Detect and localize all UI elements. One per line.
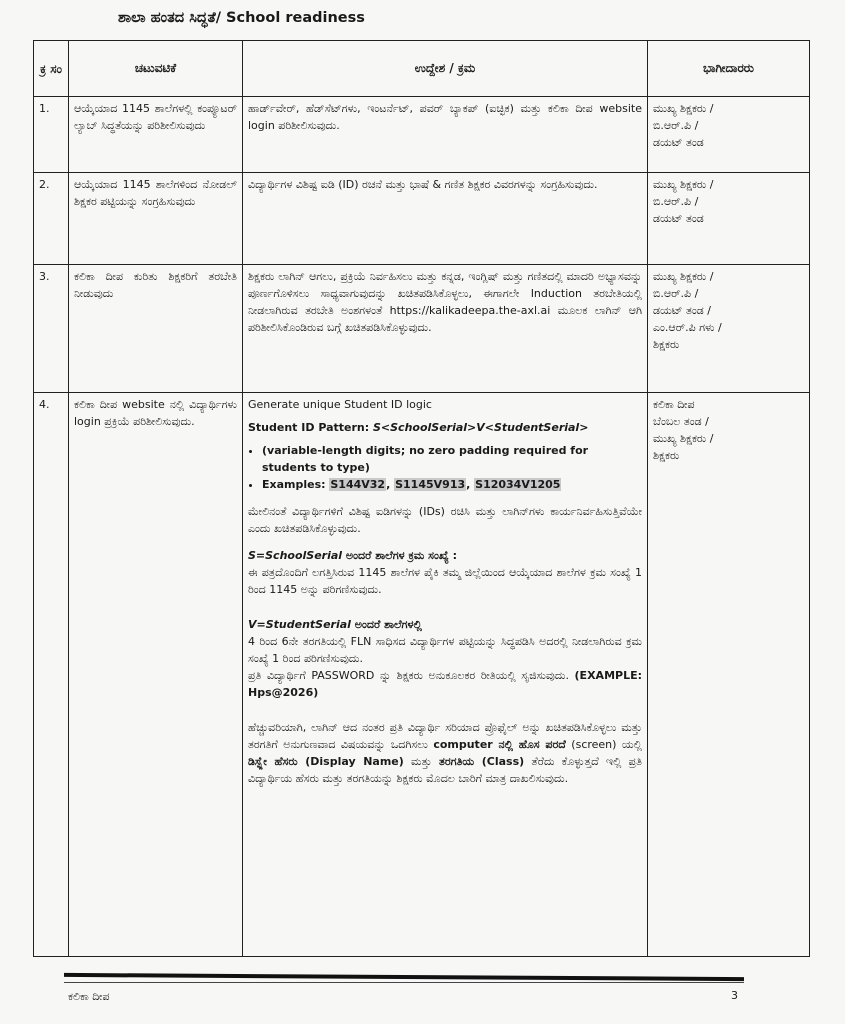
display-name-text <box>248 719 642 787</box>
table-row <box>34 173 810 265</box>
footer-divider-thin <box>64 982 744 983</box>
id-pattern-label: Student ID Pattern: <box>248 421 373 434</box>
row-number: 1. <box>34 97 69 173</box>
id-pattern <box>248 419 642 436</box>
stakeholder-line: ಮುಖ್ಯ ಶಿಕ್ಷಕರು / <box>653 178 714 191</box>
objective-cell: ಹಾರ್ಡ್‌ವೇರ್, ಹೆಡ್‌ಸೆಟ್‌ಗಳು, ಇಂಟರ್ನೆಟ್, ಪವರ್ ಬ್ಯಾಕಪ್ (ಐಚ್ಛಿಕ) ಮತ್ತು ಕಲಿಕಾ ದೀಪ website login ಪರಿಶೀಲಿಸುವುದು. <box>243 97 648 173</box>
header-sl-no: ಕ್ರ ಸಂ <box>34 41 69 97</box>
stakeholder-line: ಬಿ.ಆರ್.ಪಿ / <box>653 287 699 300</box>
id-creation-text: ಮೇಲಿನಂತೆ ವಿದ್ಯಾರ್ಥಿಗಳಿಗೆ ವಿಶಿಷ್ಟ ಐಡಿಗಳನ್ನು (IDs) ರಚಿಸಿ ಮತ್ತು ಲಾಗಿನ್‌ಗಳು ಕಾರ್ಯನಿರ್ವಹಿಸುತ್ತಿವೆಯೇ ಎಂದು ಖಚಿತಪಡಿಸಿಕೊಳ್ಳುವುದು. <box>248 505 642 535</box>
stakeholder-line: ಕಲಿಕಾ ದೀಪ <box>653 398 695 411</box>
activity-cell: ಆಯ್ಕೆಯಾದ 1145 ಶಾಲೆಗಳಿಂದ ನೋಡಲ್ ಶಿಕ್ಷಕರ ಪಟ್ಟಿಯನ್ನು ಸಂಗ್ರಹಿಸುವುದು <box>69 173 243 265</box>
objective-cell: ವಿದ್ಯಾರ್ಥಿಗಳ ವಿಶಿಷ್ಟ ಐಡಿ (ID) ರಚನೆ ಮತ್ತು ಭಾಷೆ & ಗಣಿತ ಶಿಕ್ಷಕರ ವಿವರಗಳನ್ನು ಸಂಗ್ರಹಿಸುವುದು. <box>243 173 648 265</box>
student-serial-key: V=StudentSerial <box>248 618 351 631</box>
list-item: • (variable-length digits; no zero padding required for students to type) <box>262 442 642 476</box>
password-text <box>248 667 642 701</box>
example-id: S1145V913 <box>395 478 466 491</box>
row-number: 2. <box>34 173 69 265</box>
example-id: S144V32 <box>330 478 386 491</box>
examples-label: Examples: <box>262 478 330 491</box>
table-row <box>34 265 810 393</box>
footer-divider <box>64 973 744 981</box>
stakeholder-line: ಡಯಟ್ ತಂಡ <box>653 212 704 225</box>
stakeholder-line: ಬಿ.ಆರ್.ಪಿ / <box>653 119 699 132</box>
school-serial-desc: ಅಂದರೆ ಶಾಲೆಗಳ ಕ್ರಮ ಸಂಖ್ಯೆ : <box>342 549 458 562</box>
stakeholder-line: ಶಿಕ್ಷಕರು <box>653 449 680 462</box>
footer-program-name: ಕಲಿಕಾ ದೀಪ <box>68 990 110 1003</box>
stakeholders-cell <box>648 97 810 173</box>
stakeholder-line: ಮುಖ್ಯ ಶಿಕ್ಷಕರು / <box>653 270 714 283</box>
stakeholder-line: ಎಂ.ಆರ್.ಪಿ ಗಳು / <box>653 321 722 334</box>
row-number: 4. <box>34 393 69 957</box>
stakeholder-line: ಡಯಟ್ ತಂಡ <box>653 136 704 149</box>
table-row <box>34 97 810 173</box>
id-rules-list <box>248 442 642 493</box>
school-readiness-table <box>33 40 810 957</box>
example-id: S12034V1205 <box>475 478 561 491</box>
stakeholders-cell <box>648 173 810 265</box>
header-activity: ಚಟುವಟಿಕೆ <box>69 41 243 97</box>
activity-cell: ಆಯ್ಕೆಯಾದ 1145 ಶಾಲೆಗಳಲ್ಲಿ ಕಂಪ್ಯೂಟರ್ ಲ್ಯಾಬ್ ಸಿದ್ಧತೆಯನ್ನು ಪರಿಶೀಲಿಸುವುದು <box>69 97 243 173</box>
activity-cell: ಕಲಿಕಾ ದೀಪ ಕುರಿತು ಶಿಕ್ಷಕರಿಗೆ ತರಬೇತಿ ನೀಡುವುದು <box>69 265 243 393</box>
stakeholders-cell <box>648 265 810 393</box>
stakeholder-line: ಮುಖ್ಯ ಶಿಕ್ಷಕರು / <box>653 432 714 445</box>
objective-cell <box>243 393 648 957</box>
student-serial-text: 4 ರಿಂದ 6ನೇ ತರಗತಿಯಲ್ಲಿ FLN ಸಾಧಿಸದ ವಿದ್ಯಾರ್ಥಿಗಳ ಪಟ್ಟಿಯನ್ನು ಸಿದ್ಧಪಡಿಸಿ ಅದರಲ್ಲಿ ನೀಡಲಾಗಿರುವ ಕ್ರಮ ಸಂಖ್ಯೆ 1 ರಿಂದ ಪರಿಗಣಿಸುವುದು. <box>248 635 642 665</box>
display-text-bold: computer ನಲ್ಲಿ ಹೊಸ ಪರದೆ <box>433 738 566 751</box>
list-item: • Examples: S144V32, S1145V913, S12034V1205 <box>262 476 642 493</box>
page-title: ಶಾಲಾ ಹಂತದ ಸಿದ್ಧತೆ/ School readiness <box>118 10 365 26</box>
school-serial-heading <box>248 547 642 564</box>
objective-cell: ಶಿಕ್ಷಕರು ಲಾಗಿನ್ ಆಗಲು, ಪ್ರಕ್ರಿಯೆ ನಿರ್ವಹಿಸಲು ಮತ್ತು ಕನ್ನಡ, ಇಂಗ್ಲಿಷ್ ಮತ್ತು ಗಣಿತದಲ್ಲಿ ಮಾದರಿ ಅಭ್ಯಾಸವನ್ನು ಪೂರ್ಣಗೊಳಿಸಲು ಸಾಧ್ಯವಾಗುವುದನ್ನು ಖಚಿತಪಡಿಸಿಕೊಳ್ಳಲು, ಈಗಾಗಲೇ Induction ತರಬೇತಿಯಲ್ಲಿ ನೀಡಲಾಗಿರುವ ತರಬೇತಿ ಅಂಶಗಳಂತೆ https://kalikadeepa.the-axl.ai ಮೂಲಕ ಲಾಗಿನ್ ಆಗಿ ಪರಿಶೀಲಿಸಿಕೊಂಡಿರುವ ಬಗ್ಗೆ ಖಚಿತಪಡಿಸಿಕೊಳ್ಳುವುದು. <box>243 265 648 393</box>
id-pattern-value: S<SchoolSerial>V<StudentSerial> <box>372 421 589 434</box>
password-instruction: ಪ್ರತಿ ವಿದ್ಯಾರ್ಥಿಗೆ PASSWORD ನ್ನು ಶಿಕ್ಷಕರು ಅನುಕೂಲಕರ ರೀತಿಯಲ್ಲಿ ಸೃಜಿಸುವುದು. <box>248 669 575 682</box>
display-text-part: ಹೆಚ್ಚುವರಿಯಾಗಿ, ಲಾಗಿನ್ ಆದ ನಂತರ ಪ್ರತಿ ವಿದ್ಯಾರ್ಥಿ ಸರಿಯಾದ ಪ್ರೊಫೈಲ್ ಅನ್ನು ಖಚಿತಪಡಿಸಿಕೊಳ್ಳಲು ಮತ್ತು ತರಗತಿಗೆ ಅನುಗುಣವಾದ ವಿಷಯವನ್ನು ಒದಗಿಸಲು <box>248 721 642 751</box>
stakeholders-cell <box>648 393 810 957</box>
stakeholder-line: ಮುಖ್ಯ ಶಿಕ್ಷಕರು / <box>653 102 714 115</box>
header-objective: ಉದ್ದೇಶ / ಕ್ರಮ <box>243 41 648 97</box>
page-number: 3 <box>731 989 738 1002</box>
table-row <box>34 393 810 957</box>
activity-cell: ಕಲಿಕಾ ದೀಪ website ನಲ್ಲಿ ವಿದ್ಯಾರ್ಥಿಗಳು login ಪ್ರಕ್ರಿಯೆ ಪರಿಶೀಲಿಸುವುದು. <box>69 393 243 957</box>
stakeholder-line: ಶಿಕ್ಷಕರು <box>653 338 680 351</box>
id-logic-intro: Generate unique Student ID logic <box>248 398 432 411</box>
display-text-bold: ತರಗತಿಯ (Class) <box>438 755 525 768</box>
stakeholder-line: ಬಿ.ಆರ್.ಪಿ / <box>653 195 699 208</box>
row-number: 3. <box>34 265 69 393</box>
password-example: (EXAMPLE: Hps@2026) <box>248 669 642 699</box>
display-text-part: ಮತ್ತು <box>403 755 439 768</box>
student-serial-desc: ಅಂದರೆ ಶಾಲೆಗಳಲ್ಲಿ <box>350 618 422 631</box>
student-serial-heading <box>248 616 642 633</box>
display-text-bold: ಡಿಸ್ಪ್ಲೇ ಹೆಸರು (Display Name) <box>248 755 404 768</box>
school-serial-key: S=SchoolSerial <box>248 549 343 562</box>
school-serial-text: ಈ ಪತ್ರದೊಂದಿಗೆ ಲಗತ್ತಿಸಿರುವ 1145 ಶಾಲೆಗಳ ಪೈಕಿ ತಮ್ಮ ಜಿಲ್ಲೆಯಿಂದ ಆಯ್ಕೆಯಾದ ಶಾಲೆಗಳ ಕ್ರಮ ಸಂಖ್ಯೆ 1 ರಿಂದ 1145 ಅನ್ನು ಪರಿಗಣಿಸುವುದು. <box>248 566 642 596</box>
header-stakeholders: ಭಾಗೀದಾರರು <box>648 41 810 97</box>
display-text-part: (screen) ಯಲ್ಲಿ <box>565 738 642 751</box>
display-text-part: ತೆರೆದು ಕೊಳ್ಳುತ್ತದೆ ಇಲ್ಲಿ ಪ್ರತಿ ವಿದ್ಯಾರ್ಥಿಯ ಹೆಸರು ಮತ್ತು ತರಗತಿಯನ್ನು ಶಿಕ್ಷಕರು ಮೊದಲ ಬಾರಿಗೆ ಮಾತ್ರ ದಾಖಲಿಸುವುದು. <box>248 755 642 785</box>
stakeholder-line: ಬೆಂಬಲ ತಂಡ / <box>653 415 709 428</box>
stakeholder-line: ಡಯಟ್ ತಂಡ / <box>653 304 711 317</box>
